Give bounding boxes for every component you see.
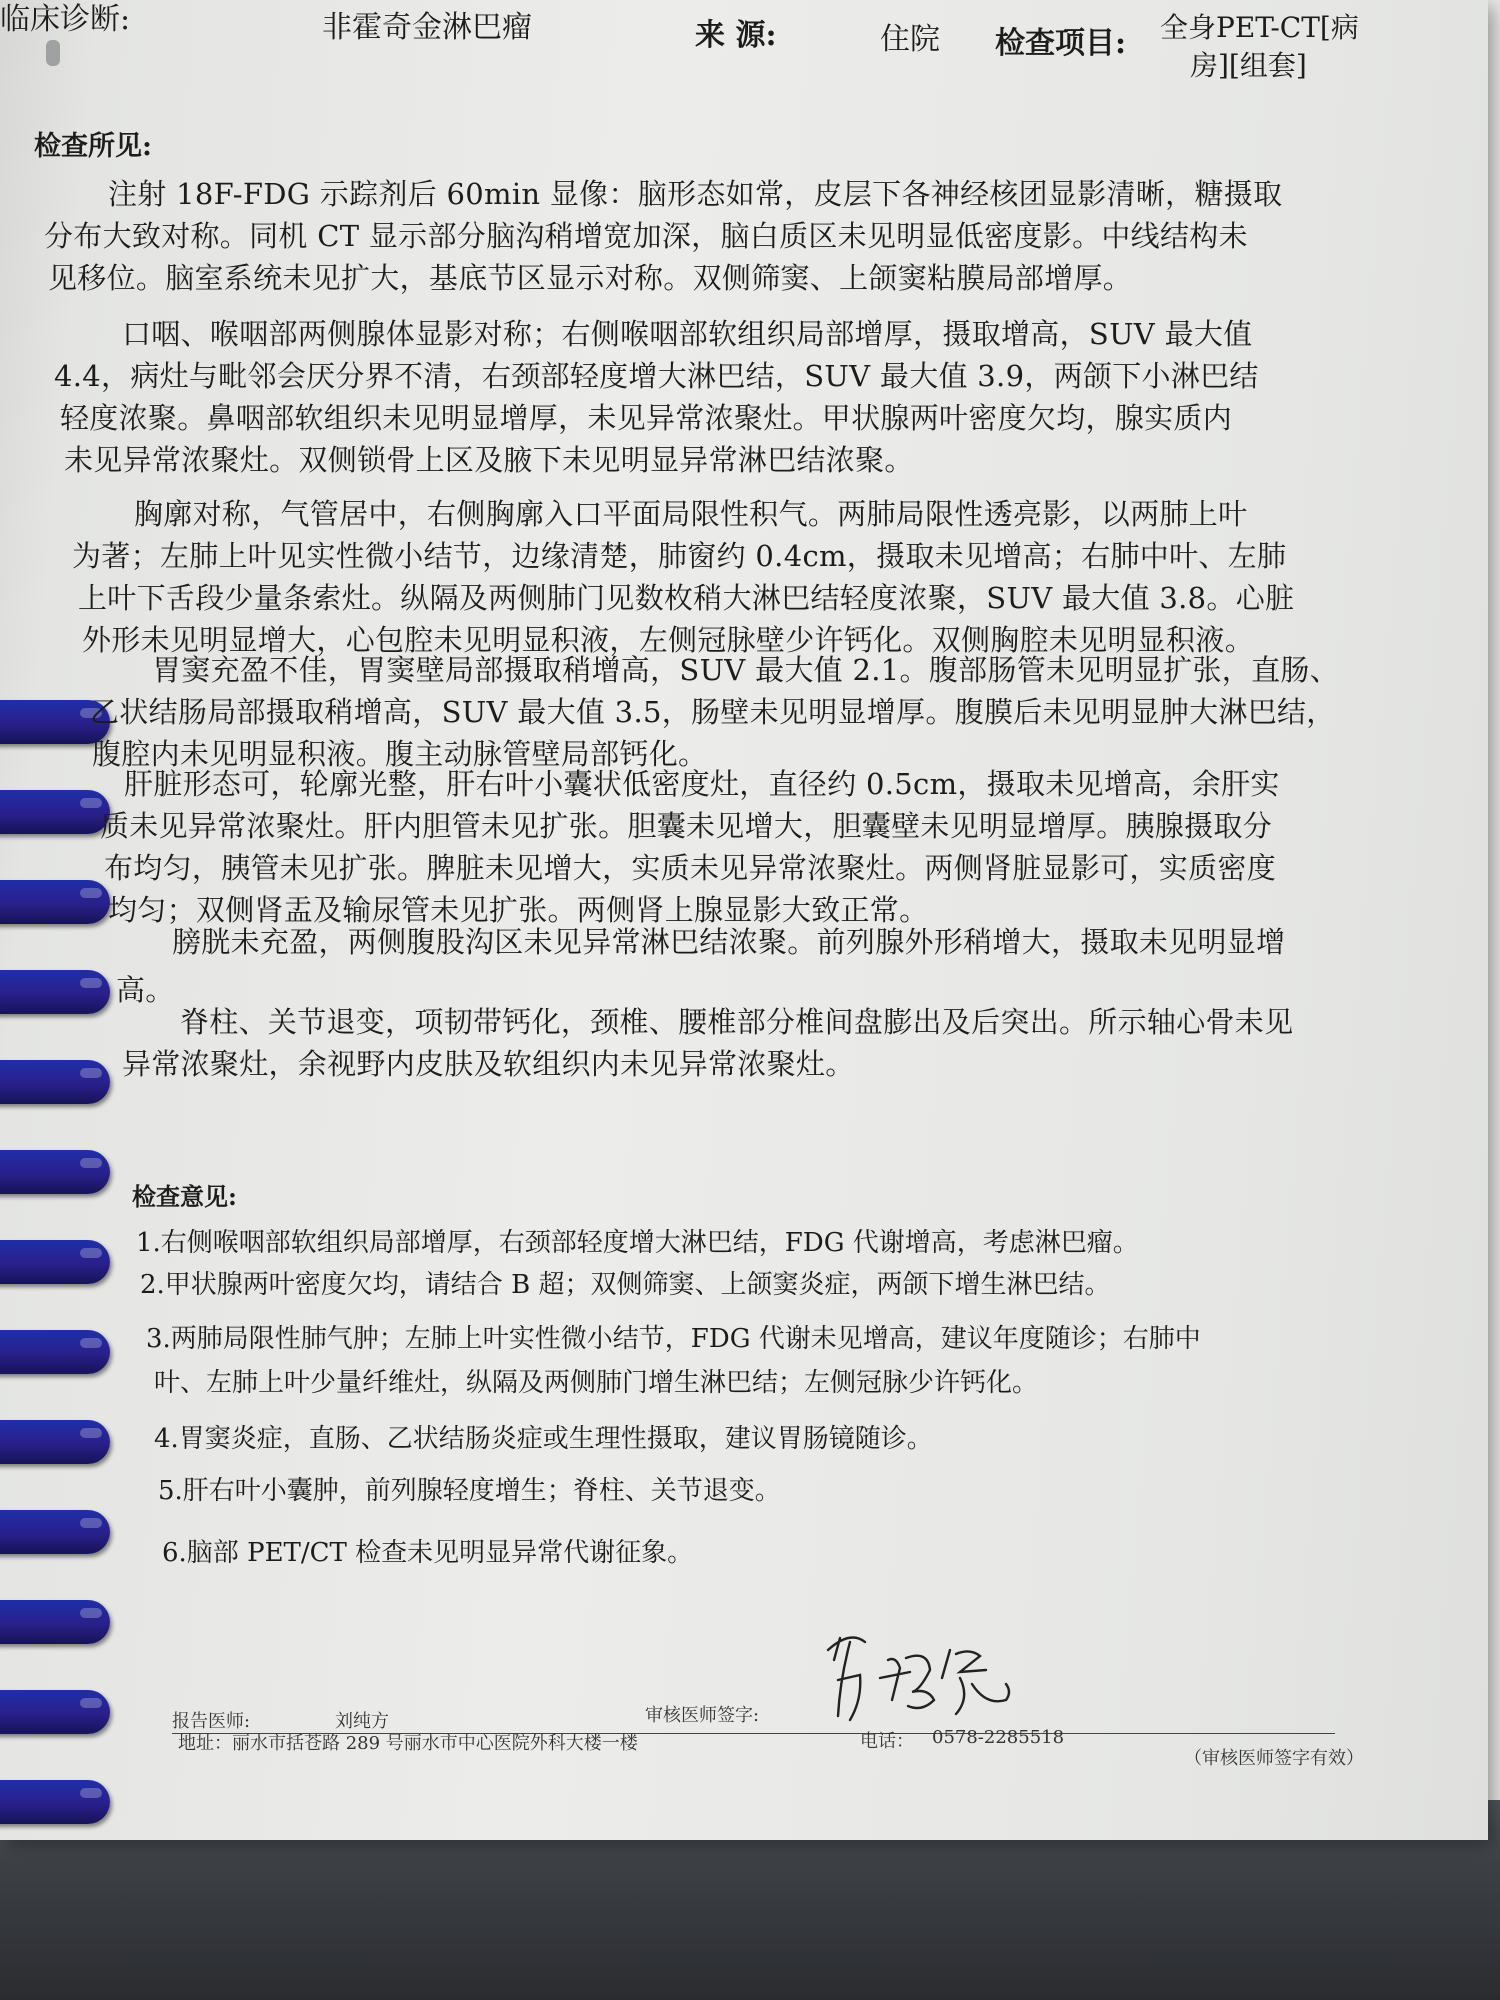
findings-line: 轻度浓聚。鼻咽部软组织未见明显增厚，未见异常浓聚灶。甲状腺两叶密度欠均，腺实质内 bbox=[60, 401, 1233, 435]
validity-note: （审核医师签字有效） bbox=[1184, 1748, 1364, 1769]
findings-line: 注射 18F-FDG 示踪剂后 60min 显像：脑形态如常，皮层下各神经核团显影清晰，糖摄取 bbox=[108, 177, 1283, 211]
opinion-line: 2.甲状腺两叶密度欠均，请结合 B 超；双侧筛窦、上颌窦炎症，两颌下增生淋巴结。 bbox=[140, 1270, 1111, 1300]
binding-hole bbox=[46, 40, 60, 66]
findings-line: 口咽、喉咽部两侧腺体显影对称；右侧喉咽部软组织局部增厚，摄取增高，SUV 最大值 bbox=[122, 317, 1253, 351]
address-text: 地址：丽水市括苍路 289 号丽水市中心医院外科大楼一楼 bbox=[178, 1733, 638, 1754]
opinion-line: 4.胃窦炎症，直肠、乙状结肠炎症或生理性摄取，建议胃肠镜随诊。 bbox=[154, 1424, 933, 1454]
phone-value: 0578-2285518 bbox=[932, 1727, 1065, 1748]
diagnosis-value: 非霍奇金淋巴瘤 bbox=[322, 10, 532, 45]
binding-ring bbox=[0, 1060, 110, 1104]
binding-ring bbox=[0, 1510, 110, 1554]
opinion-line: 叶、左肺上叶少量纤维灶，纵隔及两侧肺门增生淋巴结；左侧冠脉少许钙化。 bbox=[154, 1368, 1039, 1398]
binding-ring bbox=[0, 1600, 110, 1644]
binding-ring bbox=[0, 790, 110, 834]
source-label: 来 源: bbox=[695, 18, 777, 53]
findings-line: 均匀；双侧肾盂及输尿管未见扩张。两侧肾上腺显影大致正常。 bbox=[108, 893, 929, 927]
binding-ring bbox=[0, 970, 110, 1014]
findings-line: 脊柱、关节退变，项韧带钙化，颈椎、腰椎部分椎间盘膨出及后突出。所示轴心骨未见 bbox=[180, 1005, 1294, 1039]
binding-ring bbox=[0, 1240, 110, 1284]
exam-item-label: 检查项目: bbox=[995, 26, 1127, 61]
findings-line: 腹腔内未见明显积液。腹主动脉管壁局部钙化。 bbox=[92, 737, 708, 771]
opinion-line: 5.肝右叶小囊肿，前列腺轻度增生；脊柱、关节退变。 bbox=[158, 1476, 781, 1506]
binding-ring bbox=[0, 1780, 110, 1824]
source-value: 住院 bbox=[880, 22, 940, 57]
findings-line: 见移位。脑室系统未见扩大，基底节区显示对称。双侧筛窦、上颌窦粘膜局部增厚。 bbox=[48, 261, 1133, 295]
exam-item-value-line1: 全身PET-CT[病 bbox=[1160, 11, 1359, 44]
reviewer-signature-label: 审核医师签字: bbox=[645, 1705, 760, 1726]
findings-title: 检查所见: bbox=[34, 131, 152, 162]
findings-line: 胃窦充盈不佳，胃窦壁局部摄取稍增高，SUV 最大值 2.1。腹部肠管未见明显扩张，直肠、 bbox=[152, 653, 1340, 687]
reviewer-signature bbox=[810, 1620, 1020, 1730]
report-doctor-value: 刘纯方 bbox=[335, 1711, 389, 1732]
opinion-line: 1.右侧喉咽部软组织局部增厚，右颈部轻度增大淋巴结，FDG 代谢增高，考虑淋巴瘤。 bbox=[136, 1228, 1139, 1258]
findings-line: 外形未见明显增大，心包腔未见明显积液，左侧冠脉壁少许钙化。双侧胸腔未见明显积液。 bbox=[82, 623, 1255, 657]
binding-ring bbox=[0, 1690, 110, 1734]
opinion-line: 6.脑部 PET/CT 检查未见明显异常代谢征象。 bbox=[162, 1538, 694, 1568]
findings-line: 分布大致对称。同机 CT 显示部分脑沟稍增宽加深，脑白质区未见明显低密度影。中线结构未 bbox=[44, 219, 1248, 253]
binding-ring bbox=[0, 1420, 110, 1464]
opinion-line: 3.两肺局限性肺气肿；左肺上叶实性微小结节，FDG 代谢未见增高，建议年度随诊；右肺中 bbox=[146, 1324, 1201, 1354]
findings-line: 肝脏形态可，轮廓光整，肝右叶小囊状低密度灶，直径约 0.5cm，摄取未见增高，余肝实 bbox=[124, 767, 1280, 801]
binding-ring bbox=[0, 1150, 110, 1194]
binding-ring bbox=[0, 1330, 110, 1374]
exam-item-value-line2: 房][组套] bbox=[1190, 49, 1307, 82]
findings-line: 未见异常浓聚灶。双侧锁骨上区及腋下未见明显异常淋巴结浓聚。 bbox=[64, 443, 914, 477]
findings-line: 胸廓对称，气管居中，右侧胸廓入口平面局限性积气。两肺局限性透亮影，以两肺上叶 bbox=[134, 497, 1248, 531]
phone-label: 电话： bbox=[860, 1731, 914, 1752]
findings-line: 布均匀，胰管未见扩张。脾脏未见增大，实质未见异常浓聚灶。两侧肾脏显影可，实质密度 bbox=[104, 851, 1277, 885]
findings-line: 乙状结肠局部摄取稍增高，SUV 最大值 3.5，肠壁未见明显增厚。腹膜后未见明显肿大淋巴结， bbox=[90, 695, 1336, 729]
opinion-title: 检查意见: bbox=[132, 1182, 237, 1211]
findings-line: 4.4，病灶与毗邻会厌分界不清，右颈部轻度增大淋巴结，SUV 最大值 3.9，两颌下小淋巴结 bbox=[54, 359, 1259, 393]
report-doctor-label: 报告医师: bbox=[172, 1711, 251, 1732]
findings-line: 高。 bbox=[116, 973, 175, 1007]
findings-line: 为著；左肺上叶见实性微小结节，边缘清楚，肺窗约 0.4cm，摄取未见增高；右肺中叶、左肺 bbox=[72, 539, 1287, 573]
findings-line: 膀胱未充盈，两侧腹股沟区未见异常淋巴结浓聚。前列腺外形稍增大，摄取未见明显增 bbox=[172, 925, 1286, 959]
findings-line: 质未见异常浓聚灶。肝内胆管未见扩张。胆囊未见增大，胆囊壁未见明显增厚。胰腺摄取分 bbox=[100, 809, 1273, 843]
findings-line: 上叶下舌段少量条索灶。纵隔及两侧肺门见数枚稍大淋巴结轻度浓聚，SUV 最大值 3.8。心脏 bbox=[78, 581, 1295, 615]
binding-ring bbox=[0, 880, 110, 924]
findings-line: 异常浓聚灶，余视野内皮肤及软组织内未见异常浓聚灶。 bbox=[122, 1047, 855, 1081]
diagnosis-label: 临床诊断: bbox=[0, 2, 131, 37]
